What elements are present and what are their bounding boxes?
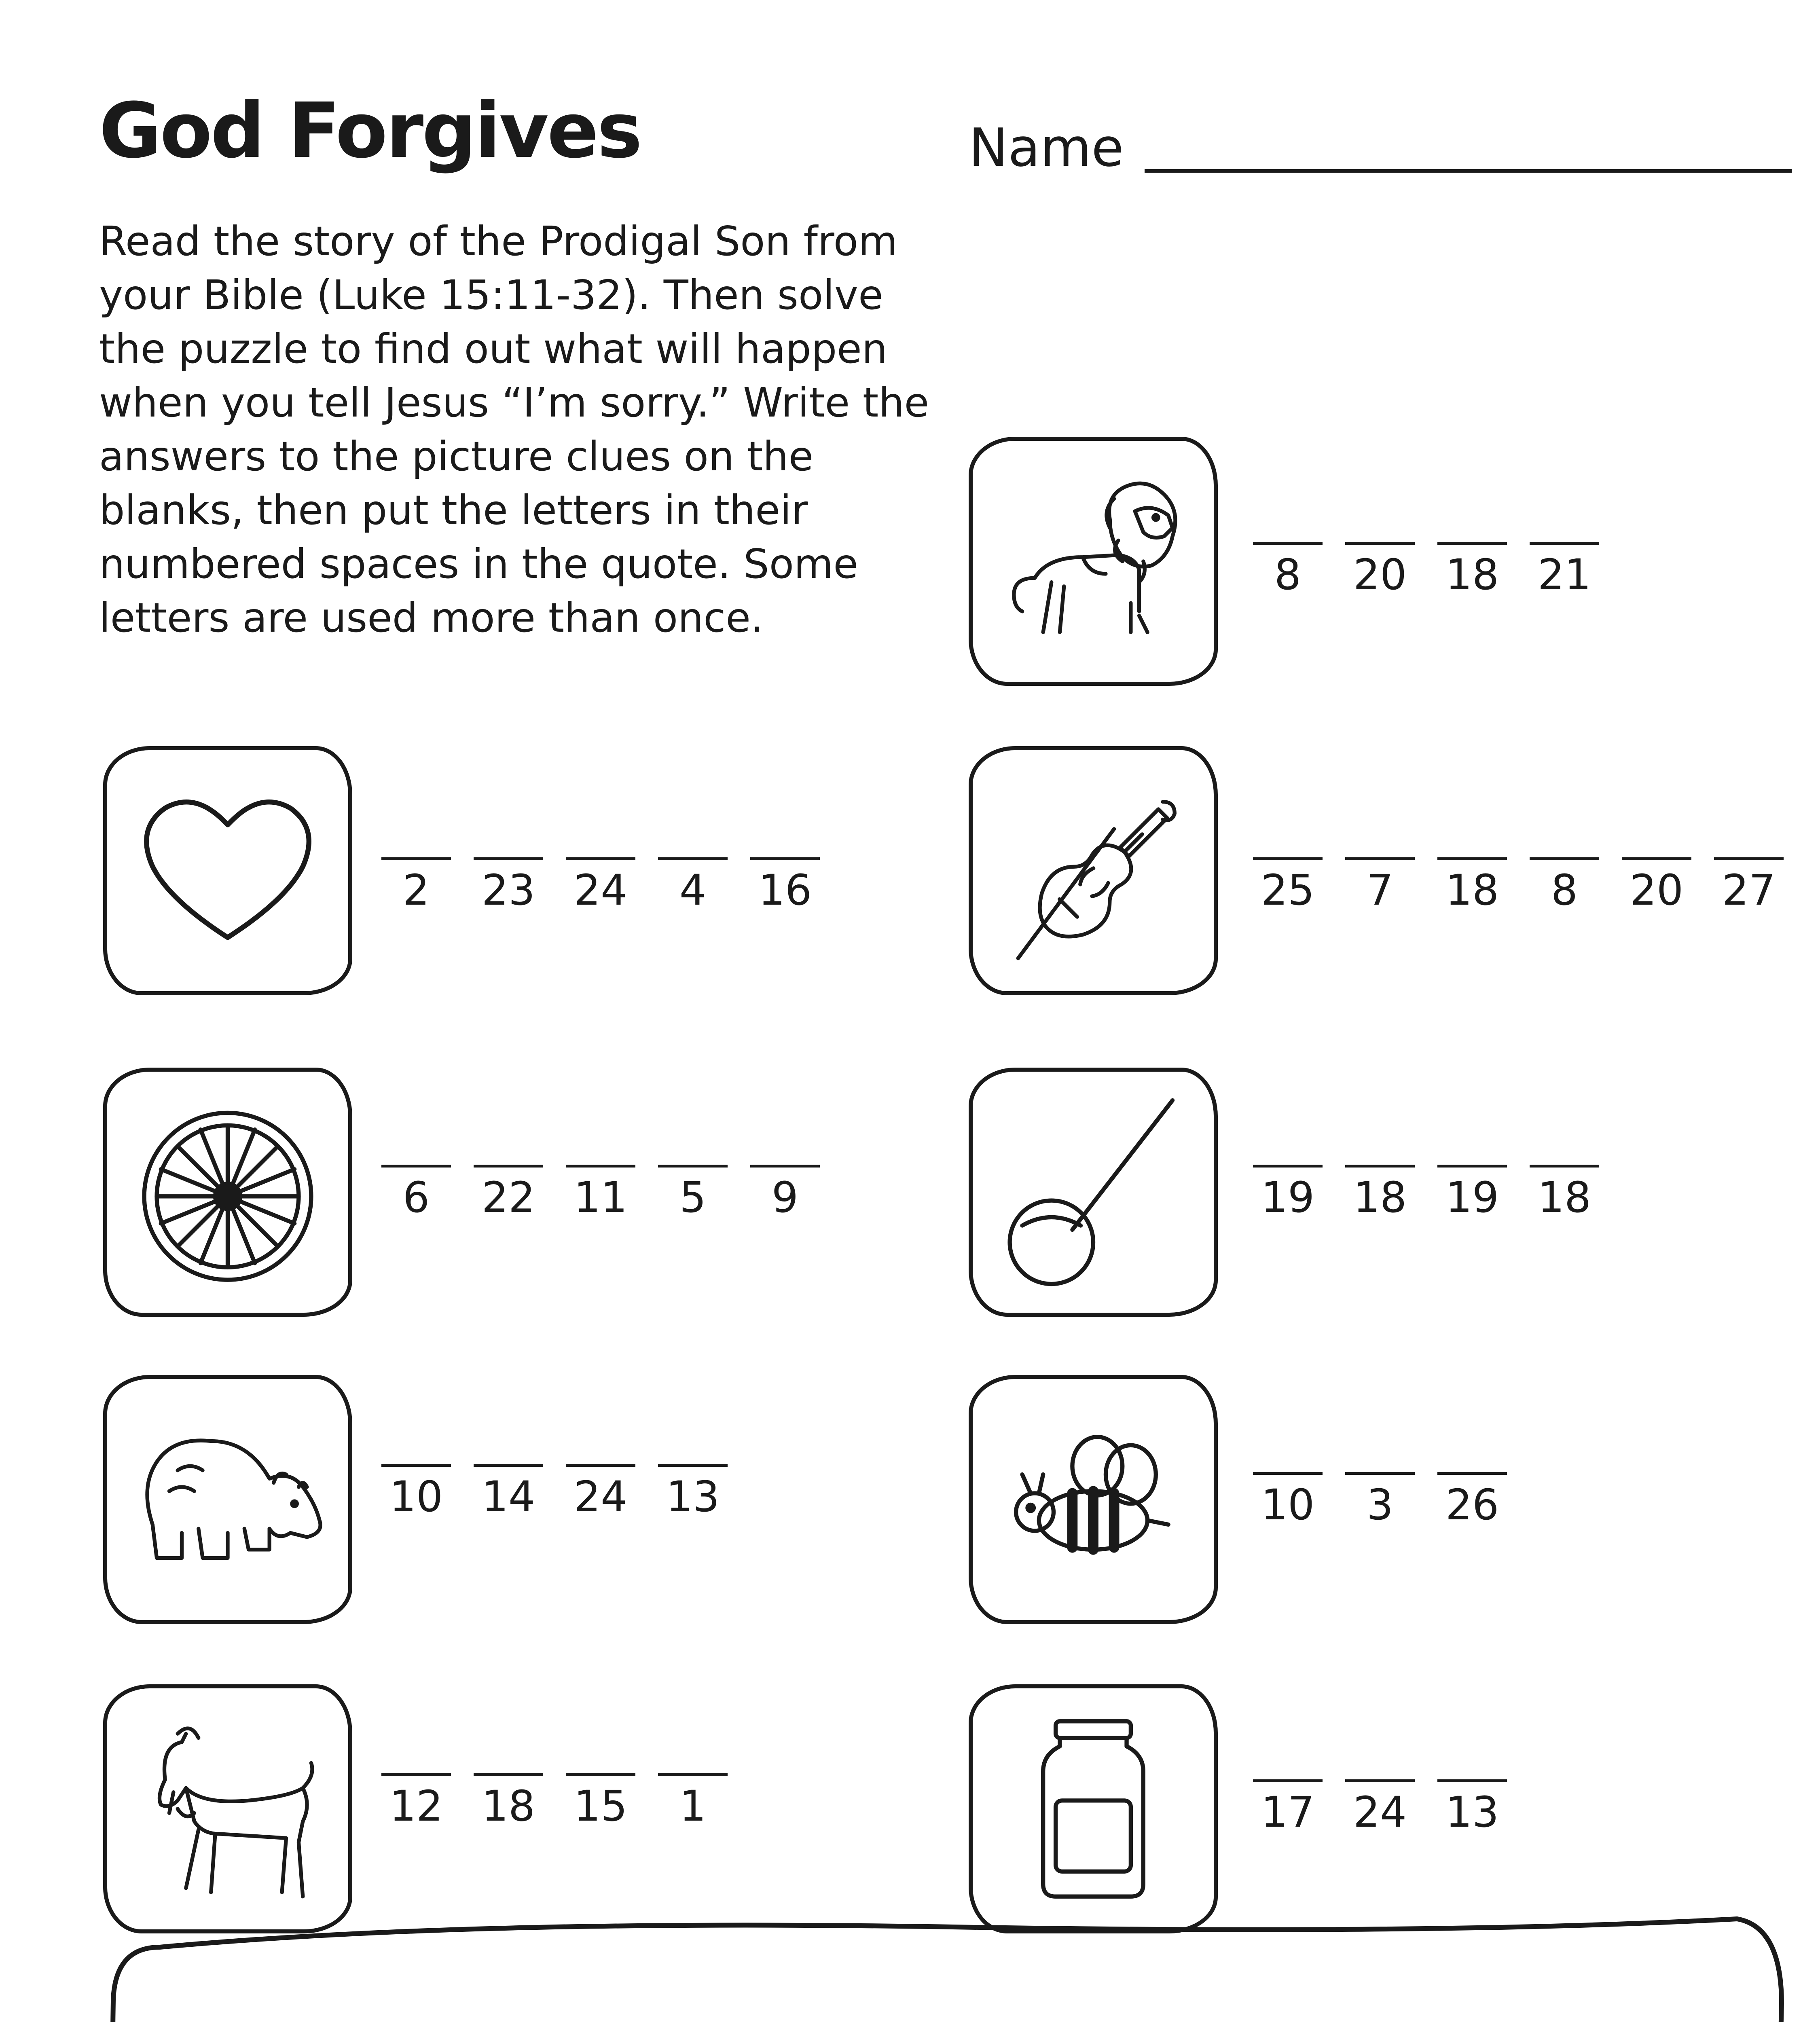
jar-clue-blanks <box>1242 1779 1518 1837</box>
letter-blank[interactable] <box>1242 1165 1334 1222</box>
blank-line <box>566 857 635 860</box>
blank-number: 10 <box>1261 1480 1315 1529</box>
blank-number: 26 <box>1445 1480 1499 1529</box>
blank-line <box>381 1464 451 1467</box>
blank-number: 7 <box>1366 865 1394 915</box>
blank-number: 14 <box>481 1472 535 1521</box>
blank-number: 18 <box>1353 1173 1407 1222</box>
lion-icon <box>989 457 1198 666</box>
letter-blank[interactable] <box>370 1464 462 1521</box>
goat-icon <box>123 1705 332 1913</box>
blank-line <box>658 1773 728 1776</box>
blank-number: 12 <box>389 1781 443 1831</box>
letter-blank[interactable] <box>462 1464 554 1521</box>
blank-line <box>1345 1472 1415 1475</box>
letter-blank[interactable] <box>1426 542 1518 599</box>
blank-line <box>750 857 820 860</box>
blank-line <box>566 1464 635 1467</box>
blank-line <box>1530 857 1599 860</box>
bear-clue-tile <box>103 1375 352 1624</box>
letter-blank[interactable] <box>554 1773 647 1831</box>
blank-number: 5 <box>679 1173 707 1222</box>
violin-clue-tile <box>969 746 1218 995</box>
heart-icon <box>123 766 332 975</box>
blank-number: 16 <box>758 865 812 915</box>
letter-blank[interactable] <box>1242 542 1334 599</box>
blank-number: 18 <box>481 1781 535 1831</box>
blank-line <box>1345 542 1415 545</box>
blank-line <box>1530 542 1599 545</box>
blank-number: 23 <box>481 865 535 915</box>
blank-number: 22 <box>481 1173 535 1222</box>
letter-blank[interactable] <box>1334 1779 1426 1837</box>
letter-blank[interactable] <box>1518 1165 1610 1222</box>
letter-blank[interactable] <box>370 1773 462 1831</box>
blank-number: 19 <box>1261 1173 1315 1222</box>
blank-number: 4 <box>679 865 707 915</box>
blank-line <box>1253 1779 1323 1782</box>
blank-number: 9 <box>771 1173 799 1222</box>
letter-blank[interactable] <box>1703 857 1795 915</box>
bee-icon <box>989 1395 1198 1604</box>
blank-line <box>381 1165 451 1168</box>
lion-clue-blanks <box>1242 542 1610 599</box>
letter-blank[interactable] <box>1518 542 1610 599</box>
blank-line <box>1437 1472 1507 1475</box>
blank-line <box>1530 1165 1599 1168</box>
blank-line <box>381 1773 451 1776</box>
blank-line <box>566 1165 635 1168</box>
wheel-icon <box>123 1088 332 1297</box>
goat-clue-tile <box>103 1684 352 1933</box>
instructions: Read the story of the Prodigal Son from your Bible (Luke 15:11-32). Then solve the puzzle to find out what will happen when you tell Jesus “I’m sorry.” Write the answers to the picture clues on the blanks, then put the letters in their numbered spaces in the quote. Some letters are used more than once. <box>99 218 929 641</box>
name-label: Name <box>969 117 1124 178</box>
letter-blank[interactable] <box>1610 857 1703 915</box>
blank-line <box>750 1165 820 1168</box>
letter-blank[interactable] <box>462 857 554 915</box>
bee-clue-tile <box>969 1375 1218 1624</box>
blank-number: 15 <box>574 1781 628 1831</box>
blank-number: 19 <box>1445 1173 1499 1222</box>
violin-clue-blanks <box>1242 857 1795 915</box>
letter-blank[interactable] <box>1426 1472 1518 1529</box>
blank-line <box>1437 542 1507 545</box>
blank-line <box>1253 542 1323 545</box>
blank-line <box>1437 1779 1507 1782</box>
yo-yo-clue-tile <box>969 1068 1218 1317</box>
heart-clue-tile <box>103 746 352 995</box>
blank-number: 25 <box>1261 865 1315 915</box>
letter-blank[interactable] <box>370 857 462 915</box>
letter-blank[interactable] <box>554 857 647 915</box>
letter-blank[interactable] <box>1242 1472 1334 1529</box>
letter-blank[interactable] <box>1242 857 1334 915</box>
letter-blank[interactable] <box>1518 857 1610 915</box>
blank-number: 8 <box>1274 550 1302 599</box>
wheel-clue-tile <box>103 1068 352 1317</box>
letter-blank[interactable] <box>1242 1779 1334 1837</box>
blank-line <box>1253 857 1323 860</box>
letter-blank[interactable] <box>647 1464 739 1521</box>
blank-number: 18 <box>1537 1173 1591 1222</box>
jar-clue-tile <box>969 1684 1218 1933</box>
blank-line <box>658 1464 728 1467</box>
letter-blank[interactable] <box>1426 1779 1518 1837</box>
blank-number: 21 <box>1537 550 1591 599</box>
blank-number: 2 <box>402 865 430 915</box>
blank-number: 20 <box>1353 550 1407 599</box>
blank-line <box>1437 857 1507 860</box>
letter-blank[interactable] <box>647 1773 739 1831</box>
blank-number: 6 <box>402 1173 430 1222</box>
blank-number: 10 <box>389 1472 443 1521</box>
letter-blank[interactable] <box>462 1165 554 1222</box>
letter-blank[interactable] <box>739 1165 831 1222</box>
blank-number: 11 <box>574 1173 628 1222</box>
letter-blank[interactable] <box>370 1165 462 1222</box>
blank-line <box>1345 1165 1415 1168</box>
blank-line <box>474 1165 543 1168</box>
letter-blank[interactable] <box>1426 1165 1518 1222</box>
blank-line <box>381 857 451 860</box>
blank-line <box>1714 857 1784 860</box>
blank-number: 24 <box>1353 1787 1407 1837</box>
letter-blank[interactable] <box>1334 857 1426 915</box>
letter-blank[interactable] <box>554 1165 647 1222</box>
blank-line <box>1622 857 1691 860</box>
blank-line <box>658 857 728 860</box>
letter-blank[interactable] <box>554 1464 647 1521</box>
blank-number: 13 <box>1445 1787 1499 1837</box>
blank-number: 17 <box>1261 1787 1315 1837</box>
blank-line <box>566 1773 635 1776</box>
yo-yo-icon <box>989 1088 1198 1297</box>
heart-clue-blanks <box>370 857 831 915</box>
blank-number: 3 <box>1366 1480 1394 1529</box>
letter-blank[interactable] <box>739 857 831 915</box>
bear-icon <box>123 1395 332 1604</box>
name-field-line[interactable] <box>1145 169 1792 173</box>
blank-line <box>1437 1165 1507 1168</box>
violin-icon <box>989 766 1198 975</box>
bee-clue-blanks <box>1242 1472 1518 1529</box>
blank-number: 27 <box>1722 865 1776 915</box>
blank-number: 1 <box>679 1781 707 1831</box>
quote-answer-box <box>103 1903 1789 2022</box>
blank-number: 13 <box>666 1472 720 1521</box>
blank-number: 24 <box>574 865 628 915</box>
wheel-clue-blanks <box>370 1165 831 1222</box>
letter-blank[interactable] <box>1334 1472 1426 1529</box>
jar-icon <box>989 1705 1198 1913</box>
blank-line <box>474 857 543 860</box>
yo-yo-clue-blanks <box>1242 1165 1610 1222</box>
blank-line <box>1253 1165 1323 1168</box>
letter-blank[interactable] <box>462 1773 554 1831</box>
blank-line <box>474 1464 543 1467</box>
letter-blank[interactable] <box>1334 1165 1426 1222</box>
letter-blank[interactable] <box>647 1165 739 1222</box>
letter-blank[interactable] <box>1426 857 1518 915</box>
page-title: God Forgives <box>99 87 641 175</box>
blank-line <box>658 1165 728 1168</box>
blank-number: 8 <box>1551 865 1578 915</box>
goat-clue-blanks <box>370 1773 739 1831</box>
blank-line <box>1345 857 1415 860</box>
letter-blank[interactable] <box>647 857 739 915</box>
blank-number: 24 <box>574 1472 628 1521</box>
blank-line <box>1253 1472 1323 1475</box>
blank-number: 18 <box>1445 865 1499 915</box>
blank-number: 20 <box>1630 865 1684 915</box>
blank-line <box>1345 1779 1415 1782</box>
lion-clue-tile <box>969 437 1218 686</box>
bear-clue-blanks <box>370 1464 739 1521</box>
letter-blank[interactable] <box>1334 542 1426 599</box>
blank-line <box>474 1773 543 1776</box>
blank-number: 18 <box>1445 550 1499 599</box>
